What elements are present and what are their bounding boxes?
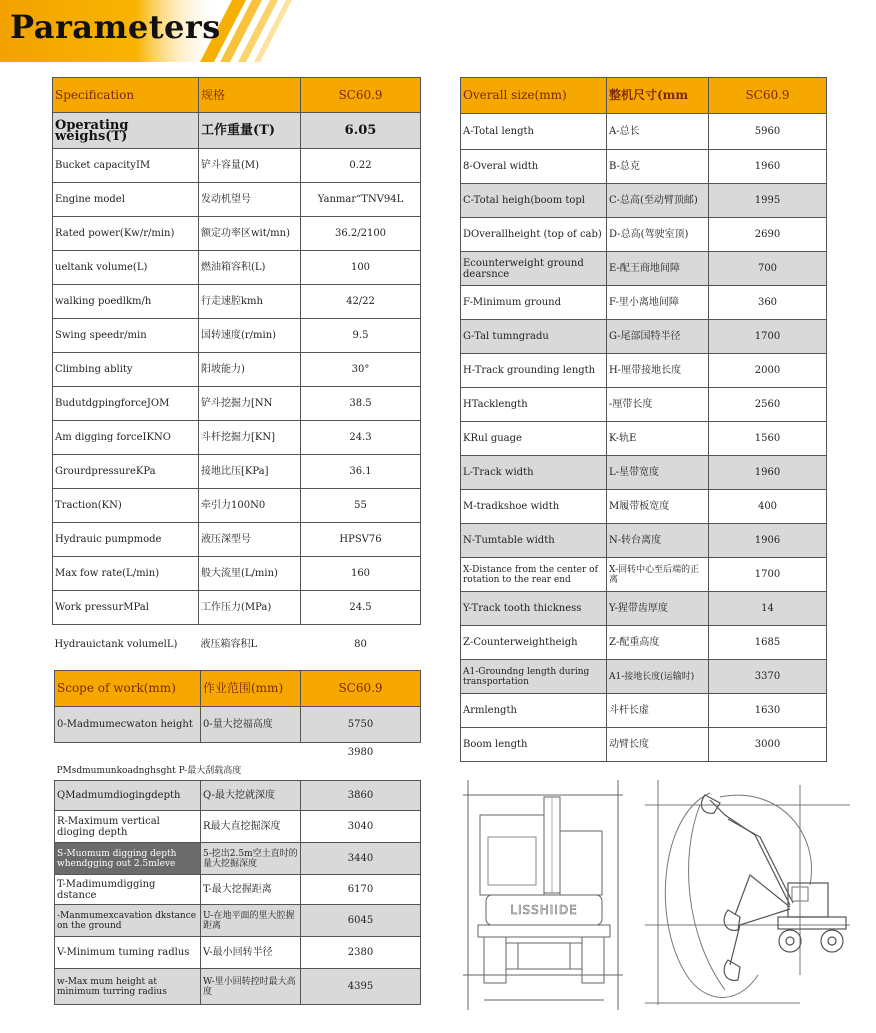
- spec-label-cell: T-Madimumdigging dstance: [55, 875, 201, 905]
- table-row: [53, 149, 421, 183]
- spec-label-cn-cell: [201, 743, 301, 763]
- table-row: [53, 557, 421, 591]
- spec-label-cell: Ecounterweight ground dearsnce: [461, 252, 607, 286]
- table-row: [461, 388, 827, 422]
- spec-value-cell: 360: [709, 286, 827, 320]
- spec-value-cell: 3370: [709, 660, 827, 694]
- spec-label-cell: H-Track grounding length: [461, 354, 607, 388]
- spec-label-cell: Engine model: [53, 183, 199, 217]
- spec-value-cell: 1700: [709, 558, 827, 592]
- spec-label-cell: C-Total heigh(boom topl: [461, 184, 607, 218]
- spec-label-cell: Y-Track tooth thickness: [461, 592, 607, 626]
- spec-label-cn-cell: V-最小回转半径: [201, 937, 301, 969]
- spec-label-cn-cell: L-星带宽度: [607, 456, 709, 490]
- header-cell: SC60.9: [301, 671, 421, 707]
- spec-value-cell: 4395: [301, 969, 421, 1005]
- spec-value-cell: 6.05: [301, 113, 421, 149]
- spec-value-cell: 100: [301, 251, 421, 285]
- spec-value-cell: 14: [709, 592, 827, 626]
- spec-label-cn-cell: 铲斗挖掘力[NN: [199, 387, 301, 421]
- spec-label-cell: Work pressurMPal: [53, 591, 199, 625]
- spec-label-cell: Hydrauic pumpmode: [53, 523, 199, 557]
- spec-value-cell: 1560: [709, 422, 827, 456]
- spec-label-cell: Boom length: [461, 728, 607, 762]
- spec-label-cell: Swing speedr/min: [53, 319, 199, 353]
- table-row: [55, 781, 421, 811]
- spec-label-cn-cell: B-总克: [607, 150, 709, 184]
- spec-label-cn-cell: U-在地平面的里大腔握距离: [201, 905, 301, 937]
- table-row: [53, 251, 421, 285]
- spec-value-cell: Yanmar“TNV94L: [301, 183, 421, 217]
- spec-label-cn-cell: 阳坡能力): [199, 353, 301, 387]
- table-row: [461, 184, 827, 218]
- spec-label-cn-cell: M履带板宽度: [607, 490, 709, 524]
- spec-label-cn-cell: 发动机望号: [199, 183, 301, 217]
- table-row: [461, 286, 827, 320]
- spec-label-cell: HTacklength: [461, 388, 607, 422]
- spec-label-cn-cell: 国转速度(r/min): [199, 319, 301, 353]
- spec-label-cell: Armlength: [461, 694, 607, 728]
- spec-label-cell: ueltank volume(L): [53, 251, 199, 285]
- spec-label-cell: M-tradkshoe width: [461, 490, 607, 524]
- table-row: [53, 489, 421, 523]
- spec-label-cell: N-Tumtable width: [461, 524, 607, 558]
- spec-label-cn-cell: C-总高(至动臂顶邮): [607, 184, 709, 218]
- spec-value-cell: 3860: [301, 781, 421, 811]
- table-row: [461, 456, 827, 490]
- work-table-header: [55, 671, 421, 707]
- spec-label-cn-cell: 动臂长度: [607, 728, 709, 762]
- spec-value-cell: 6045: [301, 905, 421, 937]
- spec-label-cell: Am digging forceIKNO: [53, 421, 199, 455]
- spec-value-cell: 9.5: [301, 319, 421, 353]
- spec-label-cell: [55, 743, 201, 763]
- spec-label-cn-cell: H-厘带接地长度: [607, 354, 709, 388]
- table-row: [53, 387, 421, 421]
- table-row: [53, 353, 421, 387]
- spec-label-cell: V-Minimum tuming radlus: [55, 937, 201, 969]
- table-row: [53, 285, 421, 319]
- table-row: [55, 875, 421, 905]
- spec-label-cell: X-Distance from the center of rotation to the rear end: [461, 558, 607, 592]
- spec-label-cn-cell: G-尾部国特半径: [607, 320, 709, 354]
- spec-label-cell: 8-Overal width: [461, 150, 607, 184]
- spec-label-cell: Climbing ablity: [53, 353, 199, 387]
- spec-label-cn-cell: 工作压力(MPa): [199, 591, 301, 625]
- spec-label-cn-cell: Y-猩带齿厚度: [607, 592, 709, 626]
- spec-label-cn-cell: -厘带长度: [607, 388, 709, 422]
- table-row: [55, 707, 421, 743]
- spec-table-header: [53, 78, 421, 113]
- spec-value-cell: 400: [709, 490, 827, 524]
- header-cell: 整机尺寸(mm: [607, 78, 709, 114]
- front-view-drawing: [458, 775, 628, 1015]
- spec-value-cell: 24.3: [301, 421, 421, 455]
- spec-value-cell: 42/22: [301, 285, 421, 319]
- header-cell: 规格: [199, 78, 301, 113]
- spec-value-cell: 160: [301, 557, 421, 591]
- spec-value-cell: 700: [709, 252, 827, 286]
- table-row: [55, 937, 421, 969]
- header-cell: Specification: [53, 78, 199, 113]
- spec-label-cell: Z-Counterweightheigh: [461, 626, 607, 660]
- spec-label-cn-cell: 般大流里(L/min): [199, 557, 301, 591]
- table-row: [461, 558, 827, 592]
- spec-label-cell: GrourdpressureKPa: [53, 455, 199, 489]
- spec-value-cell: HPSV76: [301, 523, 421, 557]
- front-view-brand: LISSHIIDE: [510, 903, 578, 917]
- table-row: [461, 320, 827, 354]
- size-table: [460, 77, 827, 762]
- spec-label-cell: KRul guage: [461, 422, 607, 456]
- table-row: [461, 490, 827, 524]
- side-view-drawing: [640, 775, 852, 1015]
- table-row: [461, 728, 827, 762]
- spec-label-cell: Traction(KN): [53, 489, 199, 523]
- spec-label-cn-cell: 行走速腔kmh: [199, 285, 301, 319]
- spec-value-cell: 55: [301, 489, 421, 523]
- spec-label-cn-cell: 5-挖出2.5m空土直时的量大挖掘深度: [201, 843, 301, 875]
- spec-label-cell: w-Max mum height at minimum turring radius: [55, 969, 201, 1005]
- table-row: [55, 843, 421, 875]
- spec-label-cell: G-Tal tumngradu: [461, 320, 607, 354]
- spec-value-cell: 2000: [709, 354, 827, 388]
- table-row: [55, 763, 421, 781]
- spec-value-cell: 2560: [709, 388, 827, 422]
- table-row: [53, 183, 421, 217]
- spec-label-cell: Max fow rate(L/min): [53, 557, 199, 591]
- spec-label-cn-cell: E-配王商地间障: [607, 252, 709, 286]
- spec-value-cell: 80: [301, 625, 421, 665]
- header-cell: SC60.9: [301, 78, 421, 113]
- header-cell: 作业范围(mm): [201, 671, 301, 707]
- table-row: [53, 625, 421, 665]
- table-row: [461, 694, 827, 728]
- spec-label-cn-cell: 铲斗容量(M): [199, 149, 301, 183]
- page-title: Parameters: [10, 8, 221, 46]
- spec-label-cell: PMsdmumunkoadnghsght P-最大刮载高度: [55, 763, 421, 781]
- spec-label-cn-cell: 斗杆长虚: [607, 694, 709, 728]
- spec-label-cell: -Manmumexcavation dkstance on the ground: [55, 905, 201, 937]
- spec-value-cell: 1685: [709, 626, 827, 660]
- spec-value-cell: 0.22: [301, 149, 421, 183]
- spec-value-cell: 3000: [709, 728, 827, 762]
- spec-label-cell: A-Total length: [461, 114, 607, 150]
- spec-value-cell: 2690: [709, 218, 827, 252]
- table-row: [53, 319, 421, 353]
- spec-label-cn-cell: 接地比压[KPa]: [199, 455, 301, 489]
- spec-label-cell: Hydrauictank volumelL): [53, 625, 199, 665]
- spec-label-cell: R-Maximum vertical dioging depth: [55, 811, 201, 843]
- spec-label-cn-cell: D-总高(驾驶室顶): [607, 218, 709, 252]
- spec-label-cell: L-Track width: [461, 456, 607, 490]
- spec-value-cell: 6170: [301, 875, 421, 905]
- spec-label-cell: F-Minimum ground: [461, 286, 607, 320]
- spec-label-cn-cell: 工作重量(T): [199, 113, 301, 149]
- spec-value-cell: 5960: [709, 114, 827, 150]
- table-row: [53, 523, 421, 557]
- spec-label-cn-cell: Q-最大挖就深度: [201, 781, 301, 811]
- spec-label-cell: walking poedlkm/h: [53, 285, 199, 319]
- table-row: [53, 113, 421, 149]
- spec-label-cell: Bucket capacityIM: [53, 149, 199, 183]
- spec-value-cell: 1960: [709, 150, 827, 184]
- spec-value-cell: 30°: [301, 353, 421, 387]
- spec-table: [52, 77, 421, 665]
- spec-value-cell: 1700: [709, 320, 827, 354]
- table-row: [461, 150, 827, 184]
- spec-label-cn-cell: 液压箱容积L: [199, 625, 301, 665]
- table-row: [461, 422, 827, 456]
- spec-value-cell: 3440: [301, 843, 421, 875]
- spec-value-cell: 36.2/2100: [301, 217, 421, 251]
- spec-value-cell: 2380: [301, 937, 421, 969]
- spec-label-cn-cell: N-转台离度: [607, 524, 709, 558]
- spec-label-cn-cell: W-里小回转控时最大高度: [201, 969, 301, 1005]
- spec-value-cell: 1906: [709, 524, 827, 558]
- table-row: [461, 524, 827, 558]
- table-row: [53, 455, 421, 489]
- table-row: [53, 591, 421, 625]
- spec-value-cell: 1630: [709, 694, 827, 728]
- spec-value-cell: 5750: [301, 707, 421, 743]
- spec-label-cell: A1-Groundng length during transportation: [461, 660, 607, 694]
- spec-value-cell: 36.1: [301, 455, 421, 489]
- spec-value-cell: 1960: [709, 456, 827, 490]
- spec-label-cell: S-Muomum digging depth whendgging out 2.5mleve: [55, 843, 201, 875]
- spec-label-cn-cell: X-回转中心至后端的正离: [607, 558, 709, 592]
- table-row: [55, 811, 421, 843]
- table-row: [461, 354, 827, 388]
- spec-label-cell: QMadmumdiogingdepth: [55, 781, 201, 811]
- header-cell: Overall size(mm): [461, 78, 607, 114]
- header-cell: SC60.9: [709, 78, 827, 114]
- spec-label-cell: Operating weighs(T): [53, 113, 199, 149]
- spec-value-cell: 3980: [301, 743, 421, 763]
- table-row: [55, 743, 421, 763]
- spec-label-cn-cell: A1-接地长度(运输时): [607, 660, 709, 694]
- table-row: [55, 905, 421, 937]
- spec-label-cn-cell: 0-量大挖福高度: [201, 707, 301, 743]
- table-row: [55, 969, 421, 1005]
- spec-label-cn-cell: R最大直挖掘深度: [201, 811, 301, 843]
- header-cell: Scope of work(mm): [55, 671, 201, 707]
- title-banner: [0, 0, 300, 62]
- spec-label-cn-cell: T-最大挖握距离: [201, 875, 301, 905]
- spec-value-cell: 3040: [301, 811, 421, 843]
- spec-label-cell: BudutdgpingforceJOM: [53, 387, 199, 421]
- spec-label-cn-cell: 液压深型号: [199, 523, 301, 557]
- table-row: [53, 217, 421, 251]
- spec-label-cn-cell: 额定功率区wit/mn): [199, 217, 301, 251]
- spec-label-cn-cell: Z-配重高度: [607, 626, 709, 660]
- size-table-header: [461, 78, 827, 114]
- spec-label-cn-cell: F-里小离地间障: [607, 286, 709, 320]
- spec-label-cn-cell: 燃油箱容积(L): [199, 251, 301, 285]
- spec-label-cell: DOverallheight (top of cab): [461, 218, 607, 252]
- spec-label-cn-cell: 牵引力100N0: [199, 489, 301, 523]
- work-table: [54, 670, 421, 1005]
- spec-value-cell: 1995: [709, 184, 827, 218]
- spec-label-cn-cell: A-总长: [607, 114, 709, 150]
- table-row: [461, 218, 827, 252]
- spec-value-cell: 24.5: [301, 591, 421, 625]
- table-row: [53, 421, 421, 455]
- table-row: [461, 660, 827, 694]
- spec-label-cell: Rated power(Kw/r/min): [53, 217, 199, 251]
- table-row: [461, 114, 827, 150]
- spec-value-cell: 38.5: [301, 387, 421, 421]
- table-row: [461, 626, 827, 660]
- table-row: [461, 252, 827, 286]
- spec-label-cell: 0-Madmumecwaton height: [55, 707, 201, 743]
- table-row: [461, 592, 827, 626]
- spec-label-cn-cell: K-轨E: [607, 422, 709, 456]
- spec-label-cn-cell: 斗杆挖掘力[KN]: [199, 421, 301, 455]
